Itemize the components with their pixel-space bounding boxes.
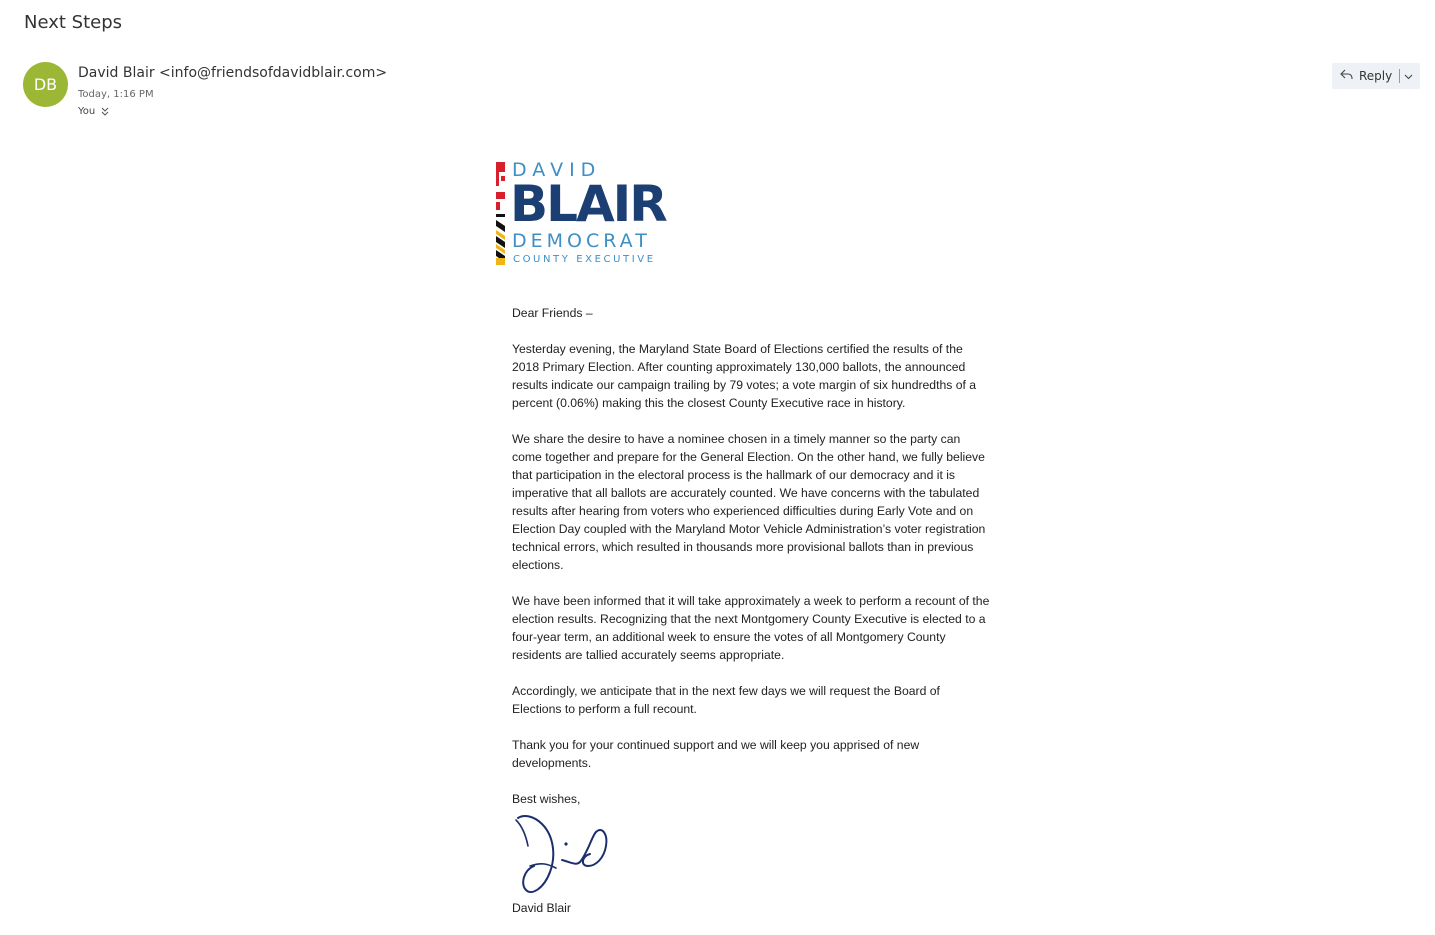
salutation: Dear Friends – <box>512 306 593 320</box>
chevron-down-icon <box>1404 69 1413 83</box>
logo-party: DEMOCRAT <box>512 230 651 252</box>
avatar-initials: DB <box>33 75 58 94</box>
body-paragraph: Accordingly, we anticipate that in the next few days we will request the Board of Elections to perform a full recount. <box>512 684 940 716</box>
email-timestamp: Today, 1:16 PM <box>78 89 154 100</box>
sender-address: <info@friendsofdavidblair.com> <box>159 65 388 81</box>
expand-recipients-icon[interactable] <box>101 107 109 116</box>
sender-name: David Blair <box>78 65 155 81</box>
sender-avatar[interactable] <box>23 62 68 107</box>
reply-options-button[interactable] <box>1400 63 1416 89</box>
maryland-flag-icon <box>496 162 505 265</box>
recipients-label: You <box>78 106 96 117</box>
reply-icon <box>1340 69 1353 83</box>
logo-first-name: DAVID <box>512 159 602 181</box>
body-paragraph: Yesterday evening, the Maryland State Board of Elections certified the results of the 2018 Primary Election. After counting approximately 130,000 ballots, the announced results indicate our campaign trailing by 79 votes; a vote margin of six hundredths of a percent (0.06%) making this the closest County Executive race in history. <box>512 342 977 410</box>
logo-office: COUNTY EXECUTIVE <box>513 254 656 265</box>
campaign-logo <box>496 160 686 268</box>
email-body <box>512 304 992 826</box>
handwritten-signature <box>512 812 612 898</box>
closing: Best wishes, <box>512 792 581 806</box>
body-paragraph: We share the desire to have a nominee chosen in a timely manner so the party can come together and prepare for the General Election. On the other hand, we fully believe that participation in the electoral process is the hallmark of our democracy and it is imperative that all ballots are accurately counted. We have concerns with the tabulated results after hearing from voters who experienced difficulties during Early Vote and on Election Day coupled with the Maryland Motor Vehicle Administration’s voter registration technical errors, which resulted in thousands more provisional ballots than in previous elections. <box>512 432 986 572</box>
logo-last-name: BLAIR <box>510 175 666 233</box>
reply-label: Reply <box>1359 69 1393 83</box>
body-paragraph: We have been informed that it will take approximately a week to perform a recount of the election results. Recognizing that the next Montgomery County Executive is elected to a four-year term, an additional week to ensure the votes of all Montgomery County residents are tallied accurately seems appropriate. <box>512 594 990 662</box>
sender-line[interactable] <box>78 65 387 81</box>
reply-button-group <box>1332 63 1420 89</box>
signer-name: David Blair <box>512 901 571 915</box>
body-paragraph: Thank you for your continued support and we will keep you apprised of new developments. <box>512 738 920 770</box>
email-subject: Next Steps <box>24 12 123 33</box>
reply-button[interactable] <box>1332 63 1392 89</box>
recipients-line[interactable] <box>78 106 109 117</box>
